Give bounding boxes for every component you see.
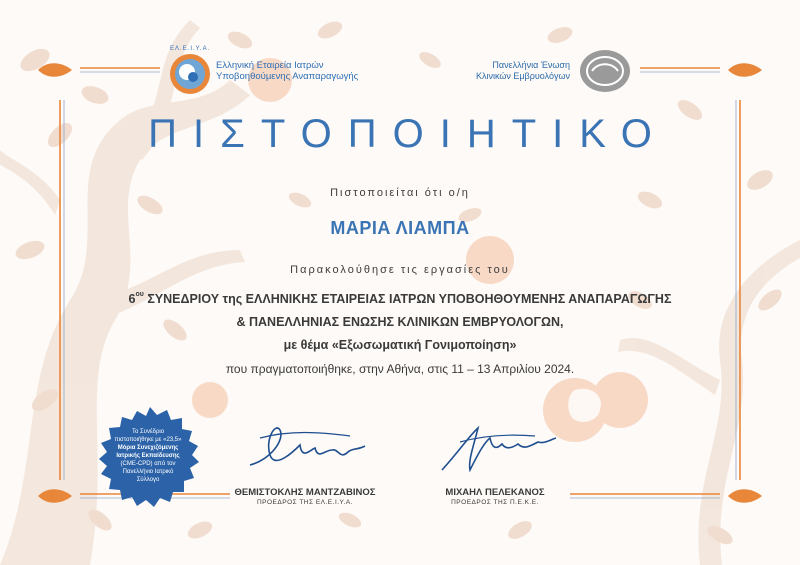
certificate-title: ΠΙΣΤΟΠΟΙΗΤΙΚΟ bbox=[148, 112, 668, 156]
logo-left-abbreviation: ΕΛ.Ε.Ι.Υ.Α. bbox=[170, 46, 211, 52]
signatory-1-name: ΘΕΜΙΣΤΟΚΛΗΣ ΜΑΝΤΖΑΒΙΝΟΣ bbox=[234, 487, 376, 498]
recipient-name: ΜΑΡΙΑ ΛΙΑΜΠΑ bbox=[330, 218, 470, 238]
event-topic: με θέμα «Εξωσωματική Γονιμοποίηση» bbox=[283, 338, 517, 352]
event-date-location: που πραγματοποιήθηκε, στην Αθήνα, στις 11 – 13 Απριλίου 2024. bbox=[225, 362, 575, 376]
signatory-2-role: ΠΡΟΕΔΡΟΣ ΤΗΣ Π.Ε.Κ.Ε. bbox=[451, 499, 539, 506]
attendance-statement: Παρακολούθησε τις εργασίες του bbox=[290, 264, 510, 276]
logo-left-name: Ελληνική Εταιρεία Ιατρών Υποβοηθούμενης Αναπαραγωγής bbox=[216, 60, 359, 82]
signatory-1-role: ΠΡΟΕΔΡΟΣ ΤΗΣ ΕΛ.Ε.Ι.Υ.Α. bbox=[256, 499, 354, 506]
event-line-2: & ΠΑΝΕΛΛΗΝΙΑΣ ΕΝΩΣΗΣ ΚΛΙΝΙΚΩΝ ΕΜΒΡΥΟΛΟΓΩΝ, bbox=[236, 315, 564, 329]
cme-badge-text: Το Συνέδριο πιστοποιήθηκε με «23,5» Μόρια Συνεχιζόμενης Ιατρικής Εκπαίδευσης (CME-CPD) από τον Πανελλήνιο Ιατρικό Σύλλογο bbox=[114, 429, 182, 483]
signatory-2-name: ΜΙΧΑΗΛ ΠΕΛΕΚΑΝΟΣ bbox=[445, 487, 545, 498]
signature-pelekanos bbox=[430, 420, 560, 480]
logo-right-name: Πανελλήνια Ένωση Κλινικών Εμβρυολόγων bbox=[475, 60, 570, 81]
peke-logo-icon bbox=[578, 48, 632, 94]
certification-intro: Πιστοποιείται ότι ο/η bbox=[330, 187, 470, 199]
eleiya-logo-icon bbox=[168, 52, 212, 96]
signature-mantzavinos bbox=[240, 420, 370, 480]
event-line-1: $6^{o\upsilon}$ ΣΥΝΕΔΡΙΟΥ της ΕΛΛΗΝΙΚΗΣ ΕΤΑΙΡΕΙΑΣ ΙΑΤΡΩΝ ΥΠΟΒΟΗΘΟΥΜΕΝΗΣ ΑΝΑΠΑΡΑΓΩΓΗΣ bbox=[128, 291, 672, 306]
